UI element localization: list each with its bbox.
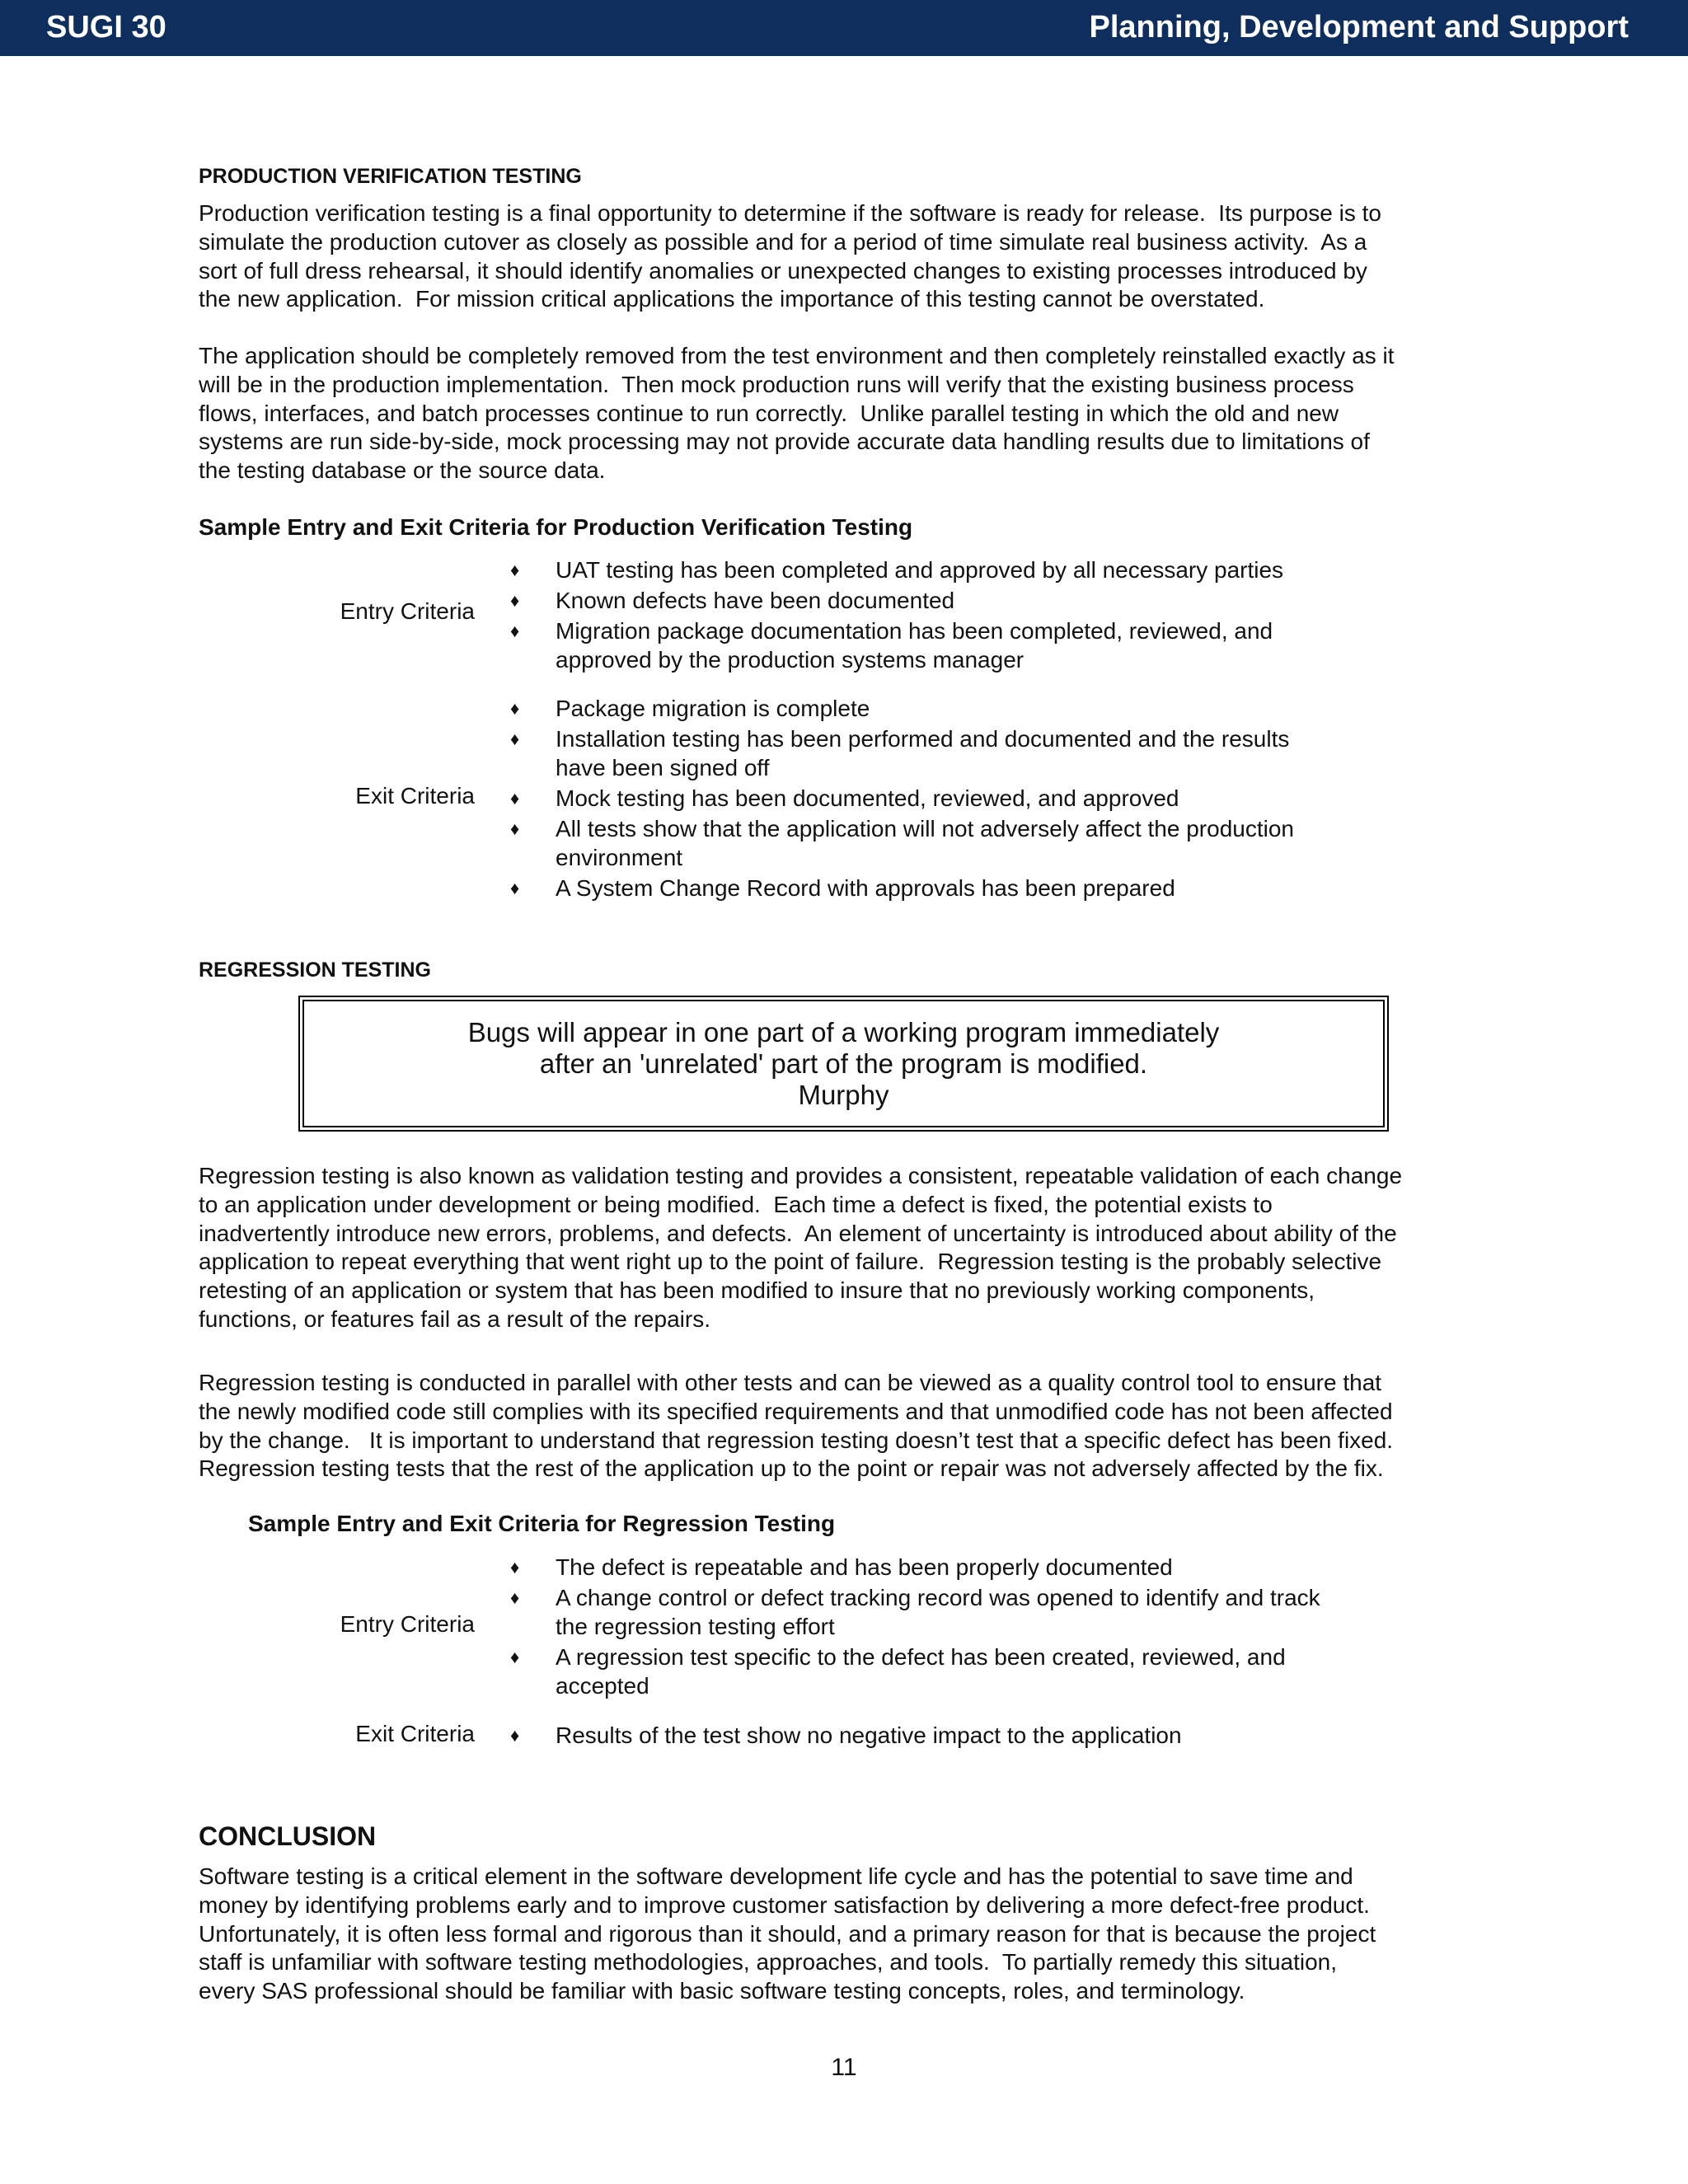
pvt-para-2 <box>199 342 1395 485</box>
diamond-bullet-icon: ♦ <box>510 590 520 611</box>
criteria-item-text: A regression test specific to the defect has been created, reviewed, and <box>556 1644 1286 1670</box>
pvt-heading: PRODUCTION VERIFICATION TESTING <box>199 165 582 188</box>
text-line: every SAS professional should be familiar with basic software testing concepts, roles, and terminology. <box>199 1978 1245 2004</box>
quote-line-2: after an 'unrelated' part of the program is modified. <box>539 1048 1148 1079</box>
pvt-para-1 <box>199 199 1381 314</box>
diamond-bullet-icon: ♦ <box>510 698 520 719</box>
regression-para-2 <box>199 1369 1393 1483</box>
text-line: Production verification testing is a final opportunity to determine if the software is ready for release. Its purpose is to <box>199 200 1381 226</box>
criteria-item-text: Package migration is complete <box>556 696 870 721</box>
regression-criteria-heading: Sample Entry and Exit Criteria for Regression Testing <box>248 1511 836 1536</box>
conclusion-para <box>199 1863 1376 2006</box>
diamond-bullet-icon: ♦ <box>510 729 520 749</box>
criteria-item-text: environment <box>556 845 683 870</box>
criteria-item <box>510 1553 1458 1582</box>
diamond-bullet-icon: ♦ <box>510 788 520 808</box>
text-line: staff is unfamiliar with software testing methodologies, approaches, and tools. To partially remedy this situation, <box>199 1949 1338 1975</box>
regression-entry-list <box>510 1553 1458 1702</box>
criteria-item <box>510 724 1458 782</box>
criteria-item-text: Migration package documentation has been completed, reviewed, and <box>556 618 1273 644</box>
criteria-item-text: Mock testing has been documented, reviewed, and approved <box>556 785 1179 811</box>
conclusion-heading: CONCLUSION <box>199 1821 377 1851</box>
diamond-bullet-icon: ♦ <box>510 560 520 580</box>
criteria-item-text: A change control or defect tracking record was opened to identify and track <box>556 1585 1320 1610</box>
text-line: retesting of an application or system that has been modified to insure that no previously working components, <box>199 1277 1315 1304</box>
regression-exit-list <box>510 1721 1458 1751</box>
criteria-item-text: The defect is repeatable and has been properly documented <box>556 1554 1173 1580</box>
criteria-item <box>510 874 1458 902</box>
criteria-item-text: A System Change Record with approvals has been prepared <box>556 875 1175 901</box>
regression-para-1 <box>199 1162 1402 1334</box>
criteria-item <box>510 784 1458 813</box>
header-bar <box>0 0 1688 56</box>
criteria-item-text: All tests show that the application will not adversely affect the production <box>556 816 1294 841</box>
criteria-item-text: UAT testing has been completed and approved by all necessary parties <box>556 557 1284 583</box>
diamond-bullet-icon: ♦ <box>510 1557 520 1577</box>
criteria-item <box>510 586 1458 615</box>
text-line: to an application under development or being modified. Each time a defect is fixed, the potential exists to <box>199 1191 1273 1217</box>
text-line: functions, or features fail as a result of the repairs. <box>199 1305 710 1332</box>
diamond-bullet-icon: ♦ <box>510 1587 520 1608</box>
text-line: Unfortunately, it is often less formal and rigorous than it should, and a primary reason for that is because the project <box>199 1920 1376 1947</box>
text-line: Software testing is a critical element in the software development life cycle and has the potential to save time and <box>199 1863 1353 1889</box>
diamond-bullet-icon: ♦ <box>510 1647 520 1667</box>
text-line: flows, interfaces, and batch processes continue to run correctly. Unlike parallel testing in which the old and new <box>199 400 1339 426</box>
criteria-item <box>510 616 1458 674</box>
quote-line-1: Bugs will appear in one part of a working program immediately <box>467 1017 1220 1047</box>
murphy-quote-box <box>298 996 1389 1132</box>
text-line: sort of full dress rehearsal, it should identify anomalies or unexpected changes to existing processes introduced by <box>199 257 1367 284</box>
diamond-bullet-icon: ♦ <box>510 878 520 898</box>
criteria-item <box>510 694 1458 723</box>
diamond-bullet-icon: ♦ <box>510 1725 520 1746</box>
criteria-item <box>510 1583 1458 1641</box>
criteria-item-text: approved by the production systems manager <box>556 647 1025 673</box>
criteria-item-text: accepted <box>556 1673 649 1699</box>
regression-heading: REGRESSION TESTING <box>199 958 431 982</box>
criteria-item-text: Known defects have been documented <box>556 588 955 613</box>
text-line: The application should be completely removed from the test environment and then completely reinstalled exactly as it <box>199 343 1395 368</box>
text-line: inadvertently introduce new errors, problems, and defects. An element of uncertainty is introduced about ability of the <box>199 1220 1397 1246</box>
section-label: Planning, Development and Support <box>1089 10 1629 45</box>
pvt-entry-label: Entry Criteria <box>340 598 475 624</box>
criteria-item-text: the regression testing effort <box>556 1614 835 1639</box>
text-line: will be in the production implementation. Then mock production runs will verify that the existing business process <box>199 371 1354 397</box>
diamond-bullet-icon: ♦ <box>510 818 520 839</box>
text-line: money by identifying problems early and to improve customer satisfaction by delivering a more defect-free product. <box>199 1891 1370 1918</box>
quote-attribution: Murphy <box>798 1080 889 1110</box>
text-line: application to repeat everything that went right up to the point of failure. Regression testing is the probably selective <box>199 1249 1382 1275</box>
text-line: Regression testing tests that the rest of the application up to the point or repair was not adversely affected by the fix. <box>199 1455 1384 1482</box>
text-line: simulate the production cutover as closely as possible and for a period of time simulate real business activity. As a <box>199 228 1367 255</box>
page-number: 11 <box>831 2054 857 2081</box>
regression-exit-label: Exit Criteria <box>355 1721 475 1746</box>
text-line: the testing database or the source data. <box>199 457 606 484</box>
text-line: by the change. It is important to understand that regression testing doesn’t test that a specific defect has been fixed. <box>199 1427 1394 1453</box>
criteria-item-text: Installation testing has been performed and documented and the results <box>556 726 1290 752</box>
criteria-item <box>510 555 1458 584</box>
text-line: systems are run side-by-side, mock processing may not provide accurate data handling results due to limitations of <box>199 429 1370 455</box>
regression-entry-label: Entry Criteria <box>340 1611 475 1637</box>
diamond-bullet-icon: ♦ <box>510 621 520 641</box>
criteria-item-text: Results of the test show no negative impact to the application <box>556 1722 1182 1748</box>
pvt-exit-label: Exit Criteria <box>355 783 475 808</box>
text-line: Regression testing is also known as validation testing and provides a consistent, repeatable validation of each change <box>199 1163 1403 1188</box>
pvt-exit-list <box>510 694 1458 904</box>
criteria-item-text: have been signed off <box>556 755 770 780</box>
text-line: the new application. For mission critical applications the importance of this testing cannot be overstated. <box>199 286 1265 312</box>
criteria-item <box>510 814 1458 872</box>
text-line: the newly modified code still complies with its specified requirements and that unmodified code has not been affected <box>199 1398 1393 1424</box>
criteria-item <box>510 1721 1458 1750</box>
pvt-entry-list <box>510 555 1458 676</box>
conference-label: SUGI 30 <box>46 10 166 45</box>
criteria-item <box>510 1643 1458 1700</box>
text-line: Regression testing is conducted in parallel with other tests and can be viewed as a quality control tool to ensure that <box>199 1370 1382 1395</box>
pvt-criteria-heading: Sample Entry and Exit Criteria for Production Verification Testing <box>199 514 913 540</box>
